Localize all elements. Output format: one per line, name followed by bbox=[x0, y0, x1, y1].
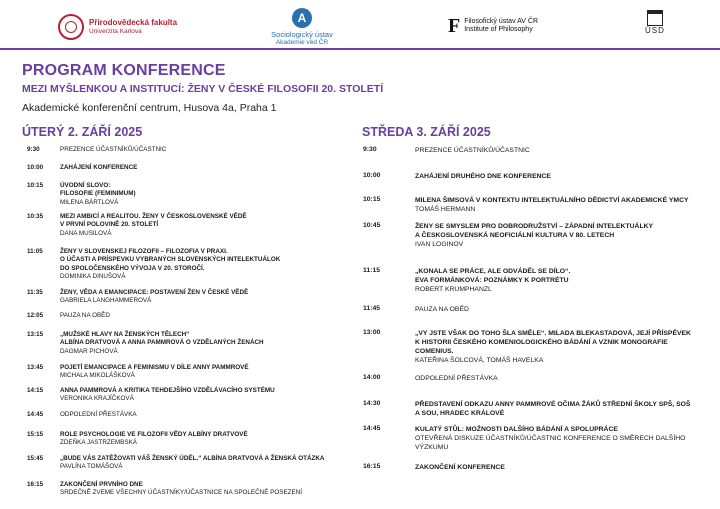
session-note: PREZENCE ÚČASTNÍKŮ/ÚČASTNIC bbox=[60, 146, 167, 153]
schedule-time: 14:45 bbox=[27, 411, 44, 418]
schedule-content bbox=[415, 267, 570, 294]
schedule-time: 10:00 bbox=[363, 172, 381, 179]
schedule-content bbox=[60, 146, 166, 154]
session-title: K HISTORII ČESKÉHO KOMENIOLOGICKÉHO BÁDÁNÍ A VZNIK MONOGRAFIE bbox=[415, 339, 668, 346]
university-name: Univerzita Karlova bbox=[89, 28, 142, 35]
session-title: ZAHÁJENÍ KONFERENCE bbox=[60, 164, 138, 171]
university-seal-icon bbox=[58, 14, 84, 40]
sociology-institute-name: Sociologický ústav bbox=[271, 30, 333, 39]
speaker-name: ROBERT KRUMPHANZL bbox=[415, 286, 492, 293]
session-title: ŽENY V SLOVENSKEJ FILOZOFII – FILOZOFIA V PRAXI. bbox=[60, 248, 228, 255]
speaker-name: IVAN LOGINOV bbox=[415, 241, 464, 248]
schedule-time: 11:15 bbox=[363, 267, 381, 274]
schedule-time: 10:15 bbox=[27, 182, 44, 189]
schedule-time: 10:00 bbox=[27, 164, 44, 171]
speaker-name: MILENA BÁRTLOVÁ bbox=[60, 198, 119, 206]
philosophy-institute-english: Institute of Philosophy bbox=[464, 26, 533, 33]
building-icon bbox=[647, 10, 663, 26]
schedule-content bbox=[60, 331, 264, 356]
session-title: V PRVNÍ POLOVINĚ 20. STOLETÍ bbox=[60, 221, 159, 229]
schedule-time: 11:45 bbox=[363, 305, 381, 312]
faculty-name: Přírodovědecká fakulta bbox=[89, 18, 178, 27]
session-title: ZAHÁJENÍ DRUHÉHO DNE KONFERENCE bbox=[415, 173, 551, 180]
schedule-content bbox=[60, 411, 137, 419]
schedule-content bbox=[415, 374, 498, 383]
session-title: ÚVODNÍ SLOVO: bbox=[60, 182, 111, 189]
usd-label: ÚSD bbox=[645, 26, 665, 35]
speaker-name: VERONIKA KRAJÍČKOVÁ bbox=[60, 395, 134, 403]
session-note: OTEVŘENÁ DISKUZE ÚČASTNÍKŮ/ÚČASTNIC KONFERENCE O SMĚRECH DALŠÍHO bbox=[415, 435, 686, 442]
schedule-content bbox=[415, 329, 691, 365]
session-title: EVA FORMÁNKOVÁ: POZNÁMKY K PORTRÉTU bbox=[415, 277, 569, 284]
session-title: „BUDE VÁS ZATĚŽOVATI VÁŠ ŽENSKÝ ÚDĚL.“ ALBÍNA DRATVOVÁ A ŽENSKÁ OTÁZKA bbox=[60, 455, 325, 462]
schedule-content bbox=[415, 172, 551, 181]
schedule-time: 10:35 bbox=[27, 213, 44, 220]
speaker-name: PAVLÍNA TOMÁŠOVÁ bbox=[60, 463, 123, 471]
schedule-time: 15:45 bbox=[27, 455, 44, 462]
speaker-name: GABRIELA LANGHAMMEROVÁ bbox=[60, 297, 152, 305]
schedule-time: 9:30 bbox=[27, 146, 40, 153]
schedule-time: 14:00 bbox=[363, 374, 381, 381]
session-title: FILOSOFIE (FEMINIMUM) bbox=[60, 190, 136, 198]
session-title: ANNA PAMMROVÁ A KRITIKA TEHDEJŠÍHO VZDĚLÁVACÍHO SYSTÉMU bbox=[60, 387, 275, 394]
session-note: PAUZA NA OBĚD bbox=[60, 312, 110, 319]
speaker-name: MICHALA MIKOLÁŠKOVÁ bbox=[60, 372, 135, 380]
schedule-time: 10:15 bbox=[363, 196, 381, 203]
session-title: ZAKONČENÍ KONFERENCE bbox=[415, 464, 505, 471]
page-title: PROGRAM KONFERENCE bbox=[22, 62, 226, 79]
speaker-name: TOMÁŠ HERMANN bbox=[415, 206, 476, 213]
schedule-time: 13:15 bbox=[27, 331, 44, 338]
session-title: POJETÍ EMANCIPACE A FEMINISMU V DÍLE ANNY PAMMROVÉ bbox=[60, 364, 249, 371]
schedule-content bbox=[60, 364, 249, 381]
schedule-content bbox=[60, 455, 324, 472]
session-title: ŽENY, VĚDA A EMANCIPACE: POSTAVENÍ ŽEN V ČESKÉ VĚDĚ bbox=[60, 289, 249, 296]
schedule-time: 10:45 bbox=[363, 222, 381, 229]
session-note: PREZENCE ÚČASTNÍKŮ/ÚČASTNIC bbox=[415, 147, 530, 154]
session-title: COMENIUS. bbox=[415, 348, 454, 355]
philosophy-f-icon: F bbox=[448, 15, 461, 37]
speaker-name: DAGMAR PICHOVÁ bbox=[60, 347, 118, 355]
session-title: „KONALA SE PRÁCE, ALE ODVÁDĚL SE DÍLO“. bbox=[415, 268, 571, 275]
schedule-content bbox=[415, 146, 530, 155]
session-title: ROLE PSYCHOLOGIE VE FILOZOFII VĚDY ALBÍNY DRATVOVÉ bbox=[60, 431, 248, 438]
session-title: KULATÝ STŮL: MOŽNOSTI DALŠÍHO BÁDÁNÍ A SPOLUPRÁCE bbox=[415, 426, 618, 433]
schedule-time: 14:45 bbox=[363, 425, 381, 432]
session-title: „VY JSTE VŠAK DO TOHO ŠLA SMĚLE“. MILADA BLEKASTADOVÁ, JEJÍ PŘÍSPĚVEK bbox=[415, 330, 691, 337]
session-title: MILENA ŠIMSOVÁ V KONTEXTU INTELEKTUÁLNÍHO DĚDICTVÍ AKADEMICKÉ YMCY bbox=[415, 197, 689, 204]
session-title: ŽENY SE SMYSLEM PRO DOBRODRUŽSTVÍ – ZÁPADNÍ INTELEKTUÁLKY bbox=[415, 223, 654, 230]
speaker-name: ZDEŇKA JASTRZEMBSKÁ bbox=[60, 439, 137, 447]
schedule-content bbox=[415, 305, 469, 314]
session-note: SRDEČNĚ ZVEME VŠECHNY ÚČASTNÍKY/ÚČASTNICE NA SPOLEČNÉ POSEZENÍ bbox=[60, 489, 303, 497]
session-note: ODPOLEDNÍ PŘESTÁVKA bbox=[60, 411, 137, 418]
session-title: DO SPOLOČENSKÉHO VÝVOJA V 20. STOROČÍ. bbox=[60, 264, 205, 272]
session-title: PŘEDSTAVENÍ ODKAZU ANNY PAMMROVÉ OČIMA ŽÁKŮ STŘEDNÍ ŠKOLY SPŠ, SOŠ bbox=[415, 401, 691, 408]
schedule-content bbox=[60, 182, 136, 207]
schedule-time: 15:15 bbox=[27, 431, 44, 438]
schedule-content bbox=[60, 312, 110, 320]
schedule-content bbox=[415, 400, 690, 418]
schedule-time: 11:05 bbox=[27, 248, 43, 255]
sociology-academy-name: Akademie věd ČR bbox=[275, 39, 329, 46]
schedule-content bbox=[60, 248, 280, 281]
schedule-content bbox=[60, 431, 248, 448]
schedule-time: 14:30 bbox=[363, 400, 381, 407]
session-note: PAUZA NA OBĚD bbox=[415, 306, 469, 313]
session-title: „MUŽSKÉ HLAVY NA ŽENSKÝCH TĚLECH“ bbox=[60, 331, 190, 338]
usd-logo bbox=[645, 10, 665, 35]
schedule-time: 12:05 bbox=[27, 312, 44, 319]
schedule-content bbox=[60, 213, 247, 238]
institute-of-philosophy-logo bbox=[448, 16, 538, 36]
schedule-content bbox=[60, 481, 302, 498]
speaker-name: KATEŘINA ŠOLCOVÁ, TOMÁŠ HAVELKA bbox=[415, 357, 544, 364]
schedule-time: 9:30 bbox=[363, 146, 377, 153]
session-note: ODPOLEDNÍ PŘESTÁVKA bbox=[415, 375, 498, 382]
schedule-time: 11:35 bbox=[27, 289, 43, 296]
schedule-content bbox=[415, 425, 685, 452]
conference-subtitle: MEZI MYŠLENKOU A INSTITUCÍ: ŽENY V ČESKÉ FILOSOFII 20. STOLETÍ bbox=[22, 83, 384, 95]
institute-of-sociology-logo bbox=[268, 8, 336, 46]
schedule-content bbox=[415, 196, 689, 214]
schedule-time: 13:45 bbox=[27, 364, 44, 371]
schedule-content bbox=[415, 463, 505, 472]
session-title: ALBÍNA DRATVOVÁ A ANNA PAMMROVÁ O VZDĚLANÝCH ŽENÁCH bbox=[60, 339, 264, 347]
schedule-content bbox=[415, 222, 653, 249]
sociology-a-icon: A bbox=[292, 8, 312, 28]
schedule-content bbox=[60, 387, 275, 404]
faculty-of-science-logo bbox=[58, 14, 177, 40]
venue: Akademické konferenční centrum, Husova 4a, Praha 1 bbox=[22, 102, 277, 114]
day-title-wednesday: STŘEDA 3. ZÁŘÍ 2025 bbox=[362, 125, 491, 139]
session-title: O ÚČASTI A PRÍSPEVKU VYBRANÝCH SLOVENSKÝCH INTELEKTUÁLOK bbox=[60, 256, 281, 264]
schedule-content bbox=[60, 289, 248, 306]
session-note: VÝZKUMU bbox=[415, 444, 449, 451]
session-title: A ČESKOSLOVENSKÁ NEOFICIÁLNÍ KULTURA V 80. LETECH bbox=[415, 232, 615, 239]
day-title-tuesday: ÚTERÝ 2. ZÁŘÍ 2025 bbox=[22, 125, 143, 139]
speaker-name: DOMINIKA DINUŠOVÁ bbox=[60, 272, 126, 280]
schedule-time: 16:15 bbox=[27, 481, 44, 488]
philosophy-institute-name: Filosofický ústav AV ČR bbox=[464, 18, 538, 25]
speaker-name: DANA MUSILOVÁ bbox=[60, 229, 112, 237]
schedule-content bbox=[60, 164, 137, 172]
schedule-time: 13:00 bbox=[363, 329, 381, 336]
header-divider bbox=[0, 48, 720, 50]
schedule-time: 14:15 bbox=[27, 387, 44, 394]
session-title: MEZI AMBICÍ A REALITOU. ŽENY V ČESKOSLOVENSKÉ VĚDĚ bbox=[60, 213, 247, 220]
logo-header bbox=[0, 0, 720, 48]
schedule-time: 16:15 bbox=[363, 463, 381, 470]
session-title: A SOU, HRADEC KRÁLOVÉ bbox=[415, 410, 505, 417]
session-title: ZAKONČENÍ PRVNÍHO DNE bbox=[60, 481, 143, 488]
